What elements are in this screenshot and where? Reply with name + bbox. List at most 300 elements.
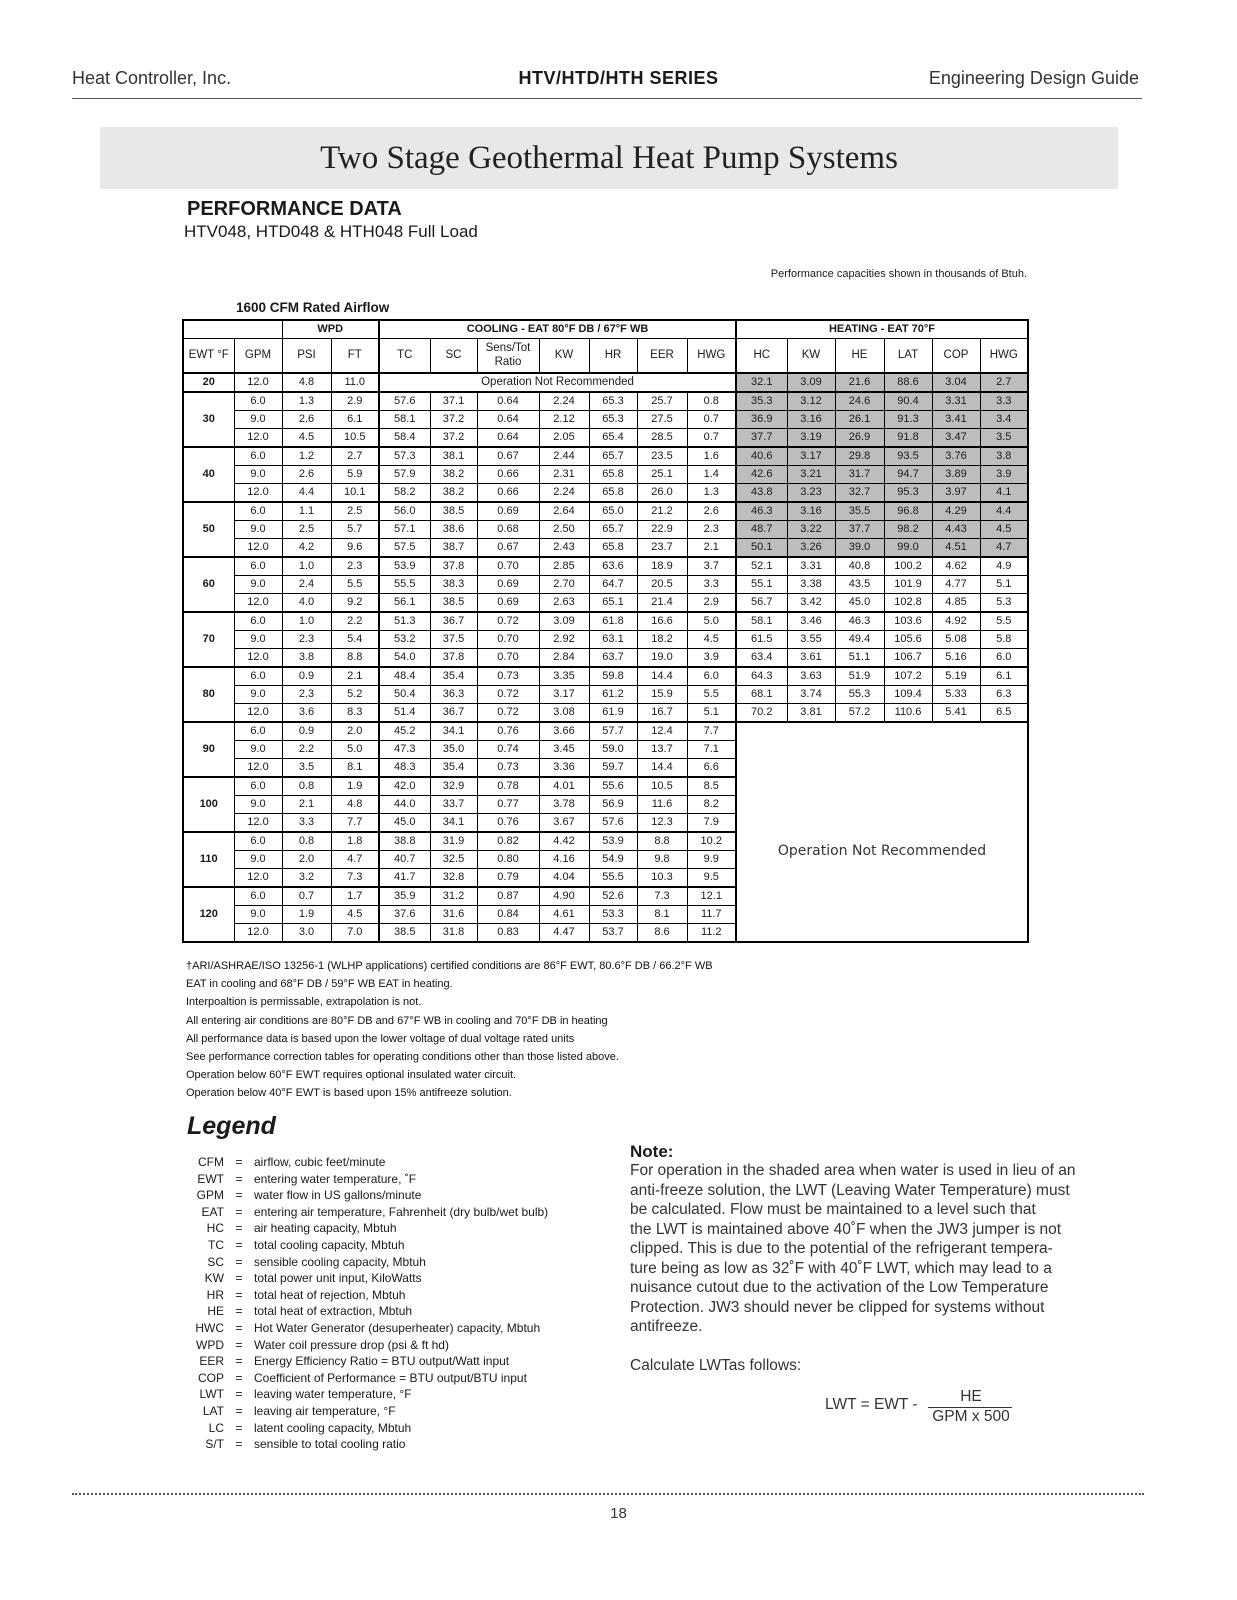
banner-title: Two Stage Geothermal Heat Pump Systems (320, 140, 898, 176)
column-header: SC (430, 339, 477, 373)
legend-abbr: TC (208, 1238, 224, 1252)
cooling-cell: 0.84 (477, 905, 539, 923)
formula-denominator: GPM x 500 (932, 1408, 1010, 1425)
cooling-cell: 2.44 (539, 447, 589, 466)
cooling-cell: 37.2 (430, 428, 477, 447)
ft-cell: 2.1 (331, 667, 379, 686)
heating-cell: 94.7 (884, 465, 932, 483)
legend-equals: = (235, 1271, 243, 1286)
cooling-cell: 38.7 (430, 538, 477, 557)
cooling-cell: 65.7 (589, 520, 637, 538)
footnote: Interpoaltion is permissable, extrapolation is not. (186, 996, 422, 1009)
gpm-cell: 9.0 (234, 465, 282, 483)
legend-abbr: KW (204, 1271, 224, 1286)
cooling-cell: 37.8 (430, 557, 477, 576)
note-title: Note: (630, 1142, 674, 1161)
header-guide-title: Engineering Design Guide (928, 68, 1139, 88)
gpm-cell: 12.0 (234, 483, 282, 502)
legend-equals: = (235, 1404, 243, 1418)
ft-cell: 2.7 (331, 447, 379, 466)
cooling-cell: 38.8 (379, 832, 430, 851)
cooling-cell: 0.68 (477, 520, 539, 538)
table-row (183, 703, 1028, 722)
table-row (183, 722, 1028, 741)
legend-desc: sensible to total cooling ratio (254, 1437, 406, 1452)
cooling-cell: 0.7 (687, 428, 736, 447)
legend-desc: entering air temperature, Fahrenheit (dry bulb/wet bulb) (254, 1204, 549, 1219)
cooling-cell: 2.9 (687, 593, 736, 612)
cooling-cell: 32.8 (430, 868, 477, 887)
cooling-cell: 38.5 (430, 593, 477, 612)
capacity-note: Performance capacities shown in thousands of Btuh. (770, 268, 1027, 280)
cooling-cell: 65.8 (589, 538, 637, 557)
table-row (183, 685, 1028, 703)
footnote: Operation below 40°F EWT is based upon 15% antifreeze solution. (186, 1087, 512, 1100)
heating-cell: 43.5 (835, 575, 884, 593)
cooling-cell: 3.17 (539, 685, 589, 703)
legend-equals: = (235, 1304, 243, 1319)
ft-cell: 8.3 (331, 703, 379, 722)
legend-item (186, 1155, 385, 1169)
heating-cell: 4.4 (980, 502, 1028, 521)
cooling-cell: 0.69 (477, 502, 539, 521)
heating-cell: 51.9 (835, 667, 884, 686)
cooling-cell: 3.35 (539, 667, 589, 686)
cooling-cell: 55.6 (589, 777, 637, 796)
cooling-cell: 59.7 (589, 758, 637, 777)
psi-cell: 3.8 (282, 648, 331, 667)
psi-cell: 2.2 (282, 740, 331, 758)
psi-cell: 1.3 (282, 392, 331, 411)
table-row (183, 410, 1028, 428)
column-header: HE (835, 339, 884, 373)
column-header: FT (331, 339, 379, 373)
psi-cell: 2.1 (282, 795, 331, 813)
heating-cell: 63.4 (736, 648, 787, 667)
heating-cell: 3.26 (787, 538, 835, 557)
heating-cell: 4.62 (932, 557, 980, 576)
cooling-cell: 0.78 (477, 777, 539, 796)
ft-cell: 7.0 (331, 923, 379, 942)
ft-cell: 5.2 (331, 685, 379, 703)
legend-equals: = (235, 1337, 243, 1352)
ft-cell: 11.0 (331, 373, 379, 392)
heating-cell: 3.47 (932, 428, 980, 447)
ft-cell: 1.7 (331, 887, 379, 906)
table-row (183, 392, 1028, 411)
cooling-cell: 25.1 (637, 465, 687, 483)
cooling-cell: 36.7 (430, 612, 477, 631)
cooling-cell: 8.5 (687, 777, 736, 796)
note-line: Protection. JW3 should never be clipped for systems without (630, 1298, 1045, 1316)
legend-abbr: HWC (195, 1321, 224, 1335)
cooling-cell: 31.8 (430, 923, 477, 942)
cooling-cell: 18.2 (637, 630, 687, 648)
heating-cell: 5.1 (980, 575, 1028, 593)
cooling-cell: 0.87 (477, 887, 539, 906)
cooling-cell: 0.8 (687, 392, 736, 411)
cooling-cell: 2.84 (539, 648, 589, 667)
heating-cell: 3.63 (787, 667, 835, 686)
cooling-cell: 56.9 (589, 795, 637, 813)
psi-cell: 2.0 (282, 850, 331, 868)
psi-cell: 1.0 (282, 557, 331, 576)
legend-equals: = (235, 1321, 243, 1335)
legend-desc: latent cooling capacity, Mbtuh (254, 1420, 412, 1435)
legend-desc: total heat of rejection, Mbtuh (254, 1287, 406, 1302)
legend-item (186, 1205, 548, 1219)
legend-abbr: LC (208, 1420, 224, 1435)
ft-cell: 2.0 (331, 722, 379, 741)
heating-cell: 98.2 (884, 520, 932, 538)
legend-item (186, 1338, 449, 1352)
heating-cell: 3.76 (932, 447, 980, 466)
heating-cell: 3.31 (787, 557, 835, 576)
heating-cell: 32.1 (736, 373, 787, 392)
heating-cell: 37.7 (835, 520, 884, 538)
psi-cell: 2.3 (282, 630, 331, 648)
cooling-cell: 8.8 (637, 832, 687, 851)
cooling-cell: 48.4 (379, 667, 430, 686)
heating-cell: 45.0 (835, 593, 884, 612)
heating-cell: 5.16 (932, 648, 980, 667)
ft-cell: 4.7 (331, 850, 379, 868)
heating-cell: 61.5 (736, 630, 787, 648)
psi-cell: 4.0 (282, 593, 331, 612)
legend-equals: = (235, 1171, 243, 1186)
cooling-cell: 58.4 (379, 428, 430, 447)
cooling-cell: 37.5 (430, 630, 477, 648)
footnote: EAT in cooling and 68°F DB / 59°F WB EAT in heating. (186, 978, 453, 991)
cooling-cell: 37.2 (430, 410, 477, 428)
heating-cell: 3.16 (787, 502, 835, 521)
ewt-cell: 110 (183, 832, 234, 887)
heating-cell: 90.4 (884, 392, 932, 411)
legend-item (186, 1255, 426, 1269)
ft-cell: 4.5 (331, 905, 379, 923)
psi-cell: 2.6 (282, 410, 331, 428)
cooling-cell: 25.7 (637, 392, 687, 411)
psi-cell: 0.9 (282, 667, 331, 686)
legend-equals: = (235, 1354, 243, 1369)
psi-cell: 0.8 (282, 777, 331, 796)
legend-item (186, 1404, 396, 1418)
heating-cell: 3.81 (787, 703, 835, 722)
cooling-cell: 61.9 (589, 703, 637, 722)
cooling-cell: 63.1 (589, 630, 637, 648)
cooling-cell: 59.8 (589, 667, 637, 686)
heating-cell: 4.51 (932, 538, 980, 557)
cooling-cell: 4.5 (687, 630, 736, 648)
heating-cell: 6.1 (980, 667, 1028, 686)
cooling-cell: 55.5 (379, 575, 430, 593)
heating-cell: 5.3 (980, 593, 1028, 612)
cooling-cell: 38.3 (430, 575, 477, 593)
cooling-cell: 35.0 (430, 740, 477, 758)
ewt-cell: 30 (183, 392, 234, 447)
gpm-cell: 12.0 (234, 923, 282, 942)
cooling-cell: 21.4 (637, 593, 687, 612)
heating-cell: 37.7 (736, 428, 787, 447)
cooling-cell: 0.70 (477, 557, 539, 576)
footnote: All entering air conditions are 80°F DB and 67°F WB in cooling and 70°F DB in heating (186, 1014, 608, 1027)
cooling-cell: 57.6 (379, 392, 430, 411)
cooling-cell: 34.1 (430, 813, 477, 832)
cooling-cell: 3.67 (539, 813, 589, 832)
cooling-cell: 0.83 (477, 923, 539, 942)
legend-desc: total cooling capacity, Mbtuh (254, 1238, 405, 1252)
gpm-cell: 6.0 (234, 392, 282, 411)
legend-desc: total power unit input, KiloWatts (254, 1271, 422, 1286)
cooling-cell: 4.42 (539, 832, 589, 851)
gpm-cell: 12.0 (234, 593, 282, 612)
ft-cell: 5.9 (331, 465, 379, 483)
cooling-cell: 0.70 (477, 630, 539, 648)
legend-item (186, 1387, 412, 1401)
cooling-cell: 14.4 (637, 758, 687, 777)
heating-cell: 40.6 (736, 447, 787, 466)
cooling-cell: 2.05 (539, 428, 589, 447)
note-line: ture being as low as 32˚F with 40˚F LWT, which may lead to a (630, 1259, 1052, 1277)
heating-cell: 3.46 (787, 612, 835, 631)
gpm-cell: 6.0 (234, 612, 282, 631)
legend-desc: Energy Efficiency Ratio = BTU output/Watt input (254, 1354, 510, 1369)
ft-cell: 7.7 (331, 813, 379, 832)
ewt-cell: 70 (183, 612, 234, 667)
heating-cell: 3.21 (787, 465, 835, 483)
heating-cell: 48.7 (736, 520, 787, 538)
ewt-cell: 20 (183, 373, 234, 392)
heating-cell: 26.1 (835, 410, 884, 428)
cooling-cell: 4.90 (539, 887, 589, 906)
cooling-cell: 56.1 (379, 593, 430, 612)
cooling-cell: 63.6 (589, 557, 637, 576)
cooling-cell: 40.7 (379, 850, 430, 868)
cooling-cell: 58.1 (379, 410, 430, 428)
legend-desc: airflow, cubic feet/minute (254, 1155, 386, 1169)
cooling-cell: 23.7 (637, 538, 687, 557)
cooling-cell: 65.3 (589, 392, 637, 411)
cooling-cell: 47.3 (379, 740, 430, 758)
heating-cell: 43.8 (736, 483, 787, 502)
psi-cell: 0.7 (282, 887, 331, 906)
legend-desc: leaving water temperature, °F (254, 1387, 412, 1402)
heating-cell: 3.3 (980, 392, 1028, 411)
gpm-cell: 12.0 (234, 538, 282, 557)
cooling-cell: 2.3 (687, 520, 736, 538)
heating-cell: 55.3 (835, 685, 884, 703)
legend-abbr: HC (206, 1221, 224, 1236)
cooling-cell: 9.8 (637, 850, 687, 868)
heating-cell: 56.7 (736, 593, 787, 612)
legend-equals: = (235, 1287, 243, 1302)
cooling-cell: 8.2 (687, 795, 736, 813)
table-row (183, 520, 1028, 538)
heating-cell: 3.61 (787, 648, 835, 667)
cooling-cell: 31.9 (430, 832, 477, 851)
cooling-cell: 38.2 (430, 483, 477, 502)
ft-cell: 1.9 (331, 777, 379, 796)
legend-desc: Water coil pressure drop (psi & ft hd) (254, 1337, 449, 1352)
gpm-cell: 9.0 (234, 410, 282, 428)
cooling-cell: 65.7 (589, 447, 637, 466)
heating-cell: 46.3 (736, 502, 787, 521)
psi-cell: 0.9 (282, 722, 331, 741)
ft-cell: 5.4 (331, 630, 379, 648)
heating-cell: 5.41 (932, 703, 980, 722)
cooling-cell: 0.64 (477, 410, 539, 428)
heating-cell: 3.19 (787, 428, 835, 447)
cooling-cell: 65.8 (589, 465, 637, 483)
cooling-cell: 10.2 (687, 832, 736, 851)
heating-cell: 3.55 (787, 630, 835, 648)
legend-item (186, 1354, 509, 1368)
heating-cell: 29.8 (835, 447, 884, 466)
note-line: antifreeze. (630, 1318, 703, 1335)
heating-cell: 3.31 (932, 392, 980, 411)
legend-abbr: LAT (202, 1404, 224, 1418)
cooling-cell: 45.0 (379, 813, 430, 832)
column-header: HR (589, 339, 637, 373)
cooling-cell: 10.3 (637, 868, 687, 887)
cooling-cell: 32.9 (430, 777, 477, 796)
heating-cell: 57.2 (835, 703, 884, 722)
cooling-cell: 5.0 (687, 612, 736, 631)
heating-cell: 4.9 (980, 557, 1028, 576)
legend-abbr: EWT (197, 1171, 224, 1186)
table-row (183, 447, 1028, 466)
cooling-cell: 65.8 (589, 483, 637, 502)
heating-cell: 4.77 (932, 575, 980, 593)
heating-cell: 5.5 (980, 612, 1028, 631)
legend-desc: water flow in US gallons/minute (254, 1188, 422, 1203)
cooling-cell: 35.9 (379, 887, 430, 906)
cooling-cell: 61.2 (589, 685, 637, 703)
cooling-cell: 11.7 (687, 905, 736, 923)
cooling-cell: 2.64 (539, 502, 589, 521)
legend-desc: leaving air temperature, °F (254, 1404, 396, 1418)
formula-numerator: HE (960, 1388, 982, 1405)
heating-cell: 58.1 (736, 612, 787, 631)
legend-equals: = (235, 1420, 243, 1435)
heating-cell: 42.6 (736, 465, 787, 483)
ewt-cell: 100 (183, 777, 234, 832)
legend-item (186, 1371, 527, 1385)
legend-abbr: EER (199, 1354, 224, 1369)
cooling-cell: 0.64 (477, 428, 539, 447)
cooling-cell: 36.3 (430, 685, 477, 703)
legend-desc: sensible cooling capacity, Mbtuh (254, 1254, 426, 1269)
footnote: All performance data is based upon the lower voltage of dual voltage rated units (186, 1032, 575, 1045)
cooling-cell: 0.7 (687, 410, 736, 428)
cooling-cell: 50.4 (379, 685, 430, 703)
legend-equals: = (235, 1238, 243, 1252)
cooling-cell: 44.0 (379, 795, 430, 813)
cooling-cell: 3.9 (687, 648, 736, 667)
heating-cell: 99.0 (884, 538, 932, 557)
cooling-cell: 0.76 (477, 813, 539, 832)
heating-cell: 6.5 (980, 703, 1028, 722)
cooling-cell: 0.79 (477, 868, 539, 887)
legend-equals: = (235, 1204, 243, 1219)
legend-equals: = (235, 1387, 243, 1402)
heating-cell: 5.08 (932, 630, 980, 648)
gpm-cell: 6.0 (234, 777, 282, 796)
cooling-cell: 54.9 (589, 850, 637, 868)
ft-cell: 10.5 (331, 428, 379, 447)
performance-table-body (183, 373, 1028, 942)
heating-cell: 55.1 (736, 575, 787, 593)
heating-cell: 36.9 (736, 410, 787, 428)
heating-cell: 102.8 (884, 593, 932, 612)
heating-cell: 26.9 (835, 428, 884, 447)
table-row (183, 428, 1028, 447)
cooling-cell: 21.2 (637, 502, 687, 521)
ft-cell: 9.6 (331, 538, 379, 557)
cooling-cell: 38.2 (430, 465, 477, 483)
cooling-cell: 10.5 (637, 777, 687, 796)
note-line: nuisance cutout due to the activation of the Low Temperature (630, 1279, 1049, 1296)
cooling-cell: 33.7 (430, 795, 477, 813)
heating-cell: 40.8 (835, 557, 884, 576)
cooling-cell: 1.4 (687, 465, 736, 483)
cooling-cell: 20.5 (637, 575, 687, 593)
heating-cell: 51.1 (835, 648, 884, 667)
ft-cell: 8.8 (331, 648, 379, 667)
gpm-cell: 9.0 (234, 850, 282, 868)
cooling-cell: 3.66 (539, 722, 589, 741)
legend-item (186, 1188, 421, 1202)
heating-cell: 6.0 (980, 648, 1028, 667)
legend-item (186, 1437, 405, 1451)
heating-cell: 3.22 (787, 520, 835, 538)
cooling-cell: 14.4 (637, 667, 687, 686)
table-row (183, 538, 1028, 557)
cooling-cell: 18.9 (637, 557, 687, 576)
heating-cell: 3.42 (787, 593, 835, 612)
wpd-group-header: WPD (282, 320, 379, 339)
cooling-cell: 65.1 (589, 593, 637, 612)
heating-cell: 3.8 (980, 447, 1028, 466)
cooling-cell: 65.0 (589, 502, 637, 521)
cooling-cell: 0.74 (477, 740, 539, 758)
psi-cell: 4.5 (282, 428, 331, 447)
heating-cell: 105.6 (884, 630, 932, 648)
gpm-cell: 6.0 (234, 502, 282, 521)
cooling-cell: 0.64 (477, 392, 539, 411)
psi-cell: 2.5 (282, 520, 331, 538)
cooling-cell: 31.2 (430, 887, 477, 906)
footnote: †ARI/ASHRAE/ISO 13256-1 (WLHP applications) certified conditions are 86°F EWT, 80.6°F DB / 66.2°F WB (186, 960, 713, 972)
cooling-cell: 34.1 (430, 722, 477, 741)
ft-cell: 9.2 (331, 593, 379, 612)
heating-not-recommended: Operation Not Recommended (736, 722, 1028, 942)
cooling-cell: 0.66 (477, 483, 539, 502)
heating-cell: 4.1 (980, 483, 1028, 502)
ft-cell: 8.1 (331, 758, 379, 777)
column-header: GPM (234, 339, 282, 373)
legend-equals: = (235, 1188, 243, 1203)
note-line: anti-freeze solution, the LWT (Leaving Water Temperature) must (630, 1181, 1070, 1199)
note-line: the LWT is maintained above 40˚F when the JW3 jumper is not (630, 1220, 1062, 1238)
psi-cell: 2.6 (282, 465, 331, 483)
cooling-cell: 4.04 (539, 868, 589, 887)
cooling-cell: 16.6 (637, 612, 687, 631)
cooling-cell: 59.0 (589, 740, 637, 758)
gpm-cell: 9.0 (234, 520, 282, 538)
legend-abbr: S/T (205, 1437, 224, 1452)
cooling-cell: 3.45 (539, 740, 589, 758)
